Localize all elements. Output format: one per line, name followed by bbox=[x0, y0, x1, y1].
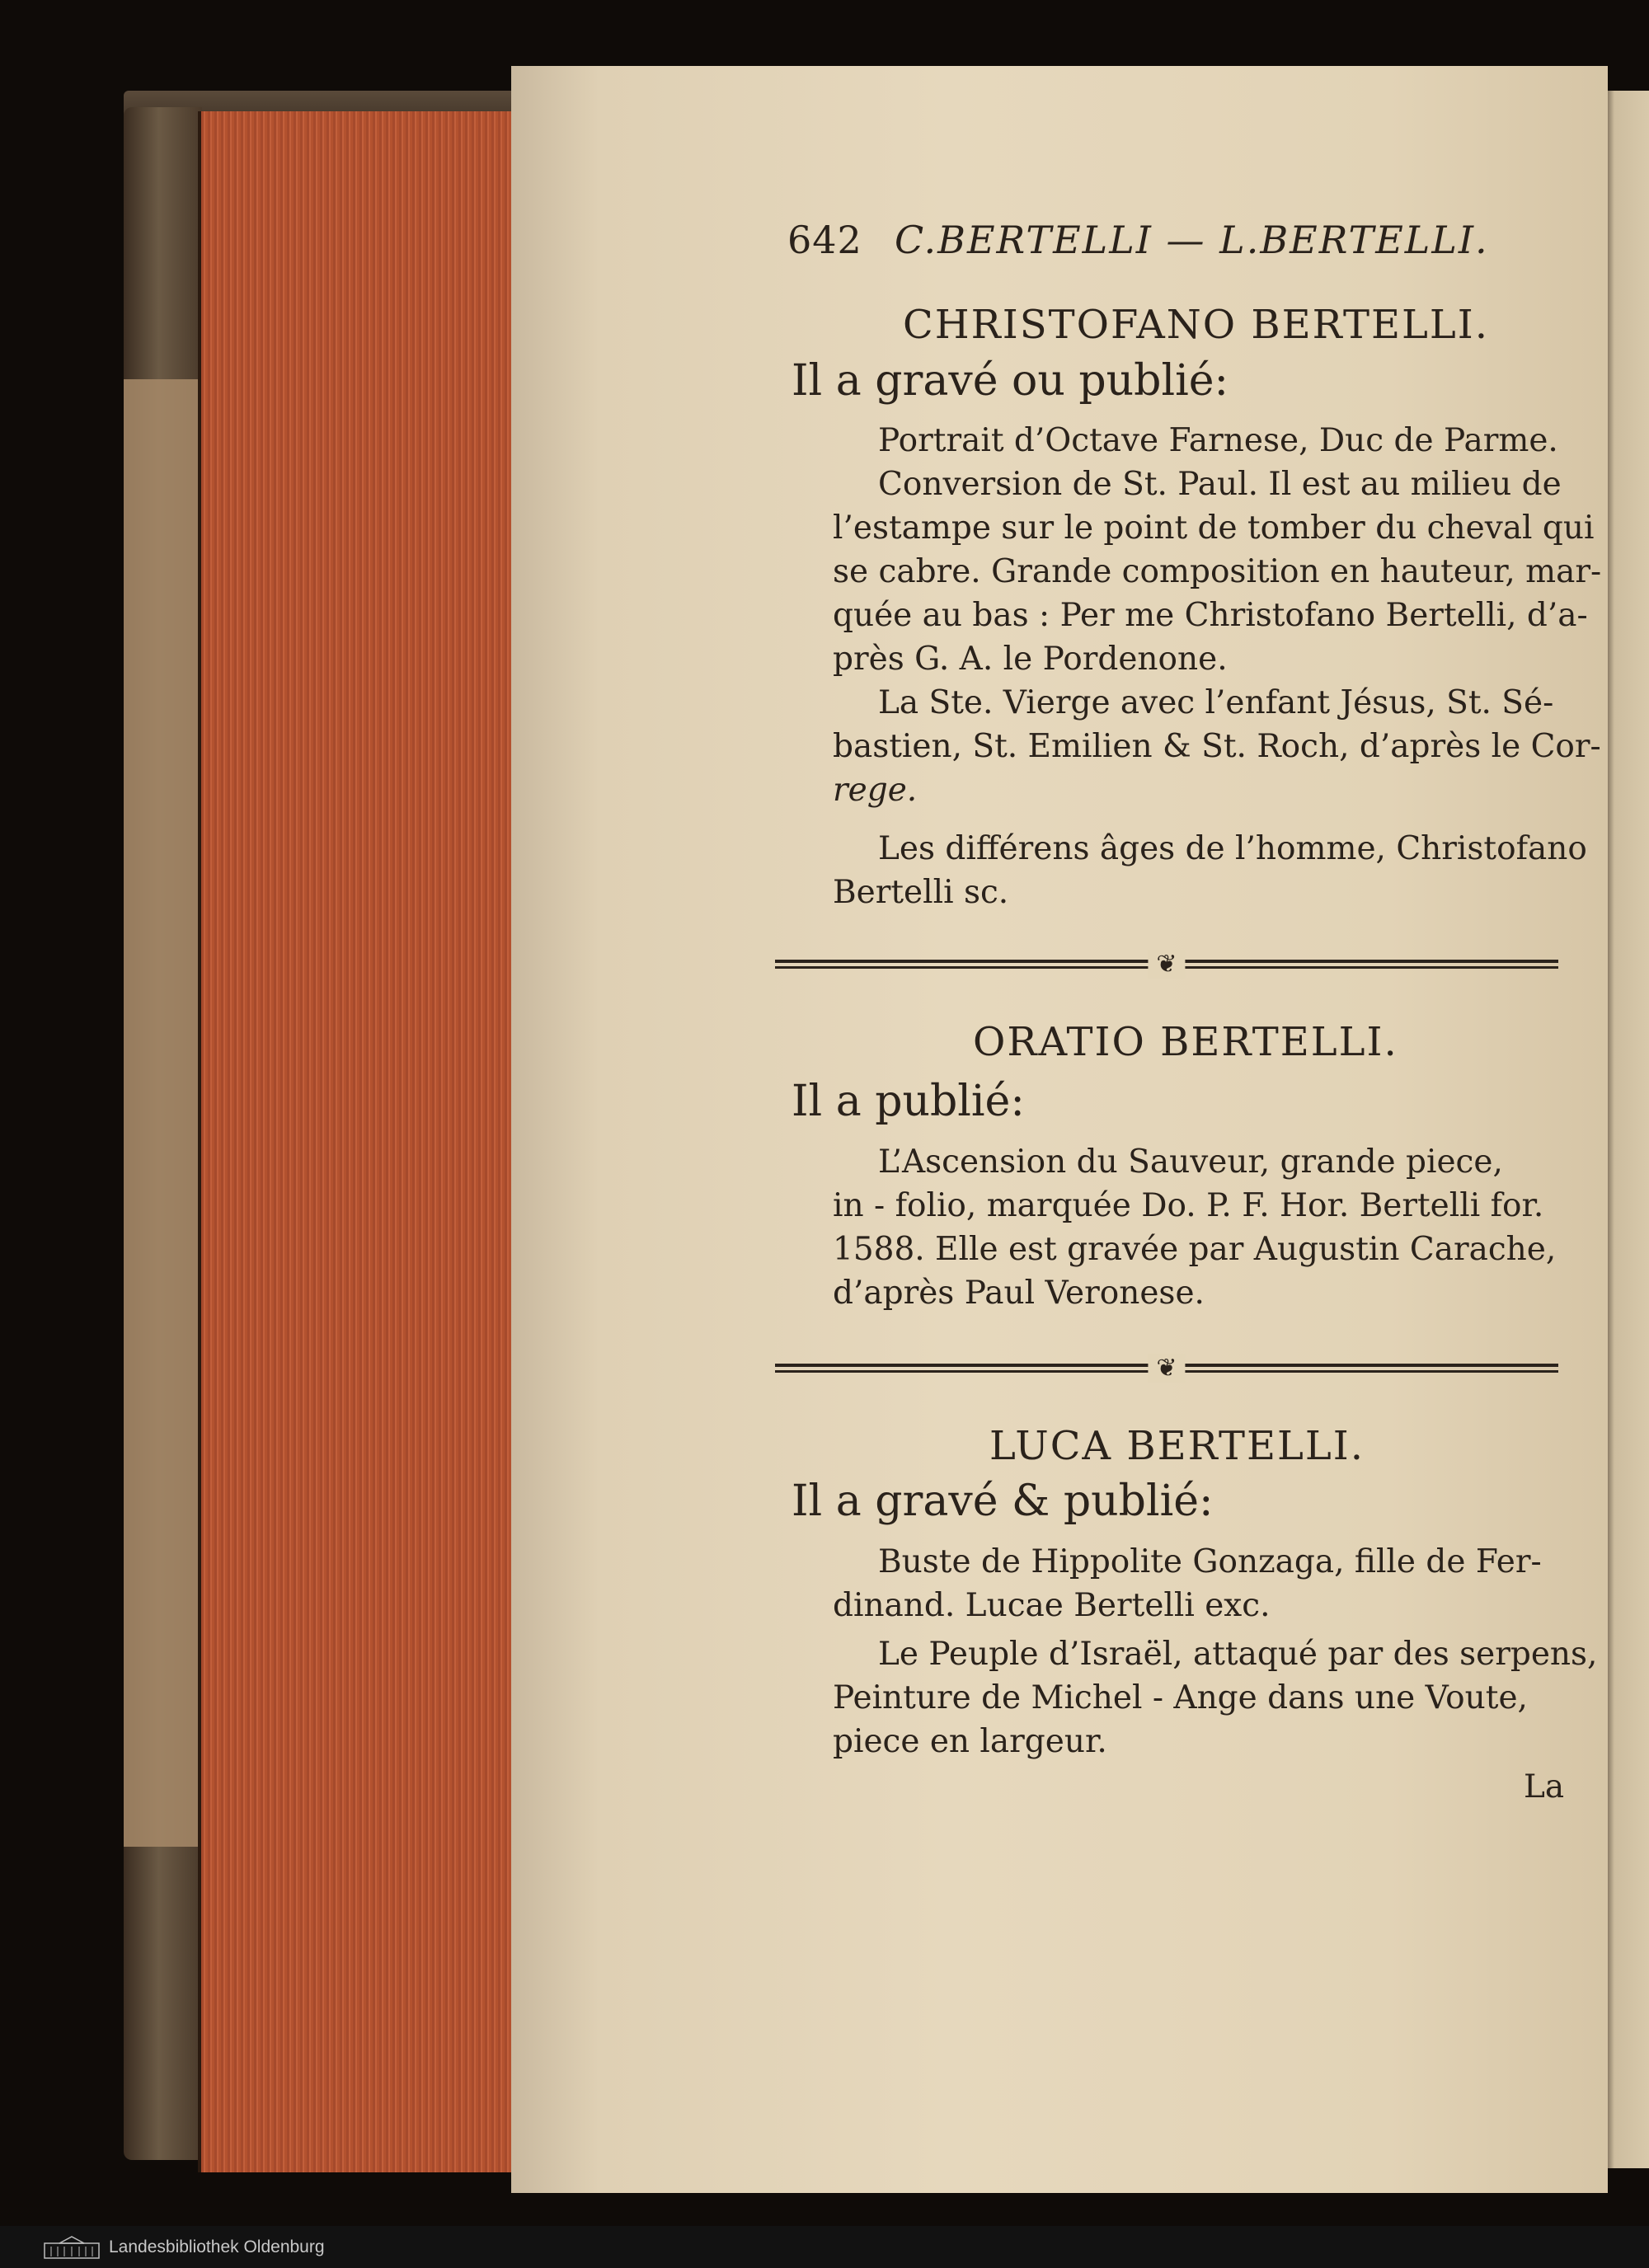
section-intro-oratio: Il a publié: bbox=[792, 1077, 1025, 1126]
entry-line: 1588. Elle est gravée par Augustin Carache, bbox=[833, 1231, 1557, 1268]
entry-line: près G. A. le Pordenone. bbox=[833, 641, 1228, 678]
entry-line: piece en largeur. bbox=[833, 1723, 1107, 1760]
footer-bar bbox=[0, 2226, 1649, 2268]
entry-line: in - folio, marquée Do. P. F. Hor. Bertelli for. bbox=[833, 1187, 1544, 1224]
entry-line: quée au bas : Per me Christofano Bertelli, d’a- bbox=[833, 597, 1588, 634]
entry-line: Peinture de Michel - Ange dans une Voute, bbox=[833, 1679, 1528, 1716]
section-title-oratio: ORATIO BERTELLI. bbox=[973, 1019, 1398, 1065]
red-page-edges bbox=[198, 111, 514, 2172]
fleuron-icon: ❦ bbox=[1148, 1354, 1185, 1383]
entry-line: Le Peuple d’Israël, attaqué par des serpens, bbox=[878, 1636, 1598, 1673]
entry-line: La Ste. Vierge avec l’enfant Jésus, St. Sé- bbox=[878, 684, 1554, 721]
entry-line: rege. bbox=[833, 772, 918, 809]
entry-line: Conversion de St. Paul. Il est au milieu de bbox=[878, 466, 1562, 503]
fleuron-icon: ❦ bbox=[1148, 950, 1185, 979]
entry-line: Buste de Hippolite Gonzaga, fille de Fer- bbox=[878, 1543, 1542, 1580]
entry-line: Bertelli sc. bbox=[833, 874, 1009, 911]
entry-line: L’Ascension du Sauveur, grande piece, bbox=[878, 1143, 1503, 1181]
cover-paper-patch bbox=[124, 379, 198, 1847]
entry-line: Les différens âges de l’homme, Christofano bbox=[878, 830, 1587, 867]
catchword: La bbox=[1524, 1768, 1565, 1805]
running-head: C.BERTELLI — L.BERTELLI. bbox=[895, 218, 1489, 262]
footer-institution: Landesbibliothek Oldenburg bbox=[109, 2237, 325, 2256]
section-title-luca: LUCA BERTELLI. bbox=[989, 1423, 1365, 1469]
entry-line: Portrait d’Octave Farnese, Duc de Parme. bbox=[878, 422, 1558, 459]
entry-line: bastien, St. Emilien & St. Roch, d’après le Cor- bbox=[833, 728, 1601, 765]
entry-line: d’après Paul Veronese. bbox=[833, 1275, 1205, 1312]
ornamental-divider bbox=[775, 1354, 1558, 1383]
library-building-icon bbox=[43, 2235, 101, 2260]
entry-line: dinand. Lucae Bertelli exc. bbox=[833, 1587, 1271, 1624]
entry-line: se cabre. Grande composition en hauteur, mar- bbox=[833, 553, 1602, 590]
page-number: 642 bbox=[787, 218, 862, 262]
section-title-christofano: CHRISTOFANO BERTELLI. bbox=[903, 302, 1489, 348]
section-intro-christofano: Il a gravé ou publié: bbox=[792, 356, 1229, 406]
section-intro-luca: Il a gravé & publié: bbox=[792, 1477, 1214, 1526]
ornamental-divider bbox=[775, 950, 1558, 979]
entry-line: l’estampe sur le point de tomber du cheval qui bbox=[833, 509, 1595, 547]
